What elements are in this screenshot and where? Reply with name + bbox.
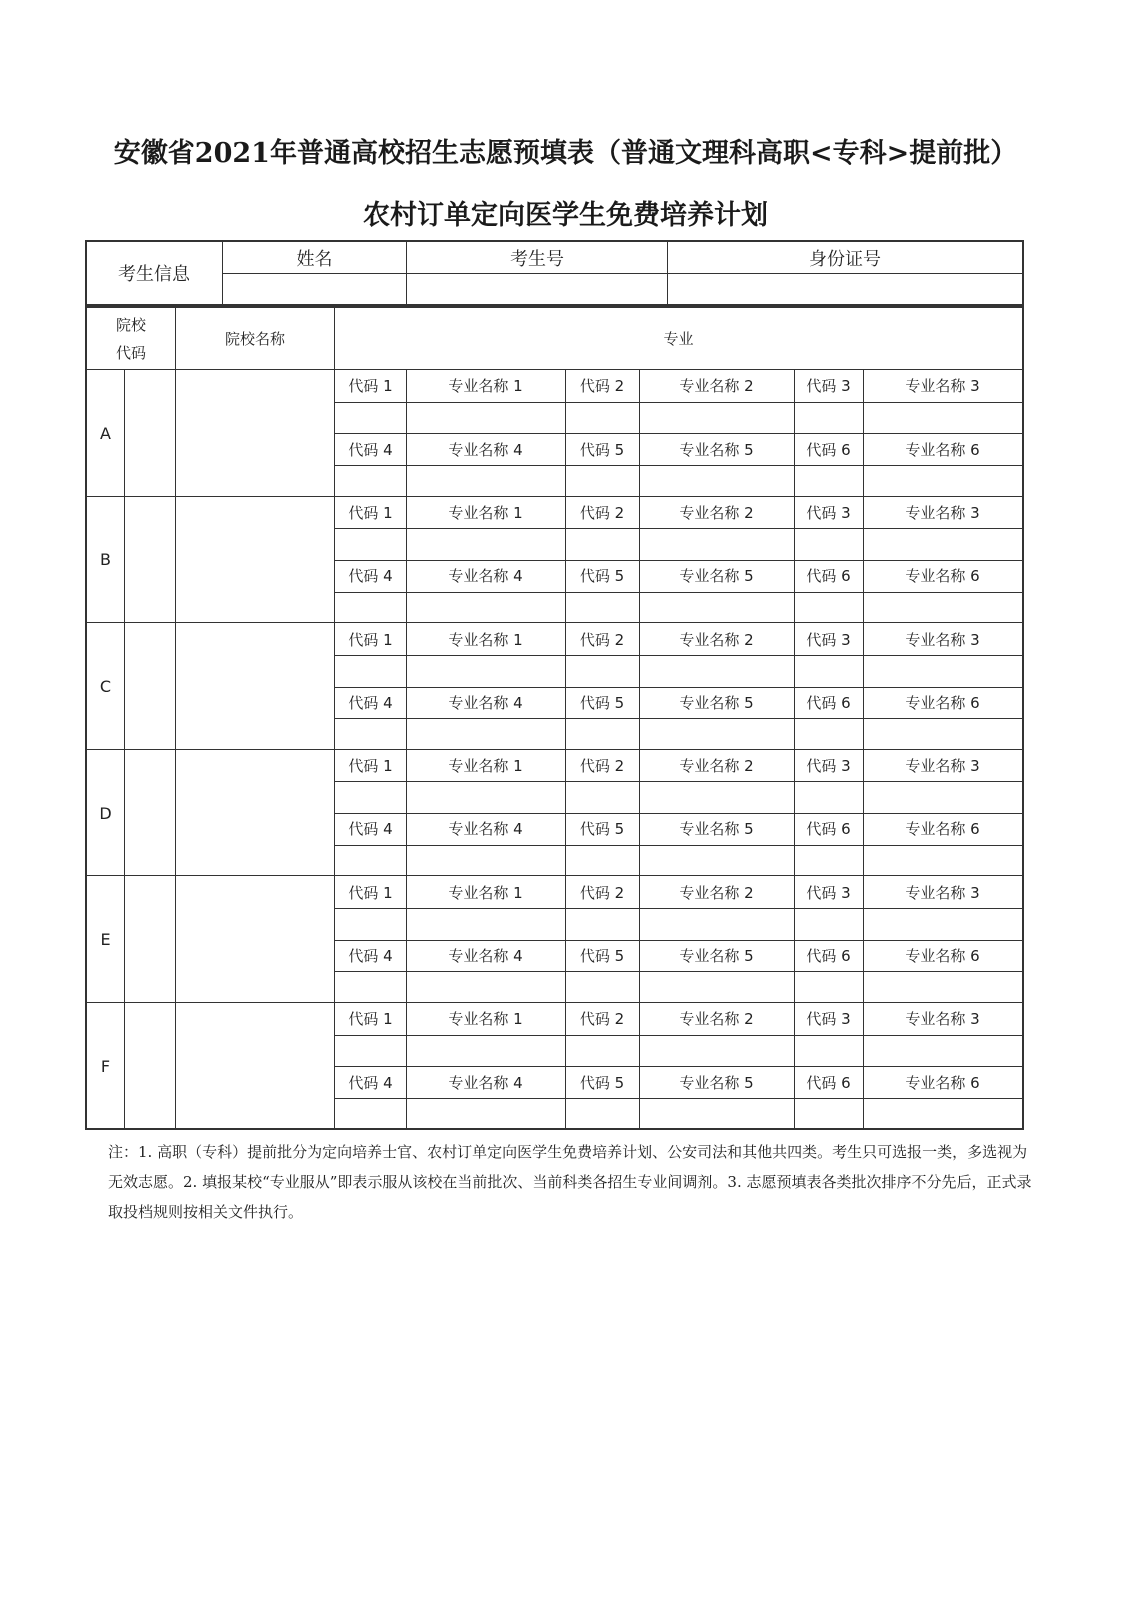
form-title: 安徽省2021年普通高校招生志愿预填表（普通文理科高职<专科>提前批） [113, 138, 1018, 169]
major-code-label: 代码 1 [348, 1010, 393, 1029]
major-name-field[interactable] [863, 1098, 1022, 1130]
major-name-label: 专业名称 4 [448, 1073, 523, 1092]
major-code-label: 代码 1 [348, 503, 393, 522]
major-name-field[interactable] [863, 592, 1022, 624]
major-code-field[interactable] [794, 908, 863, 940]
major-name-field[interactable] [863, 718, 1022, 750]
major-code-field[interactable] [335, 402, 406, 434]
major-name-label: 专业名称 3 [905, 503, 980, 522]
major-name-label: 专业名称 3 [905, 377, 980, 396]
major-name-label: 专业名称 2 [679, 377, 754, 396]
major-code-label: 代码 1 [348, 757, 393, 776]
major-code-field[interactable] [794, 592, 863, 624]
major-name-field[interactable] [863, 1035, 1022, 1067]
major-code-label: 代码 2 [579, 883, 625, 902]
school-name-field[interactable] [176, 1003, 334, 1130]
major-name-field[interactable] [863, 528, 1022, 560]
school-code-field[interactable] [125, 750, 175, 877]
major-code-field[interactable] [565, 655, 639, 687]
major-name-label: 专业名称 4 [448, 693, 523, 712]
major-name-label: 专业名称 3 [905, 630, 980, 649]
major-code-label: 代码 2 [579, 377, 625, 396]
major-name-label: 专业名称 2 [679, 630, 754, 649]
major-name-field[interactable] [863, 781, 1022, 813]
major-name-field[interactable] [639, 465, 794, 497]
major-code-field[interactable] [565, 1035, 639, 1067]
school-code-field[interactable] [125, 623, 175, 750]
major-name-label: 专业名称 3 [905, 757, 980, 776]
major-name-label: 专业名称 5 [679, 440, 754, 459]
major-name-field[interactable] [406, 465, 565, 497]
major-name-label: 专业名称 4 [448, 820, 523, 839]
major-name-field[interactable] [406, 1035, 565, 1067]
major-code-field[interactable] [335, 781, 406, 813]
major-name-field[interactable] [639, 1098, 794, 1130]
group-letter: A [100, 423, 111, 443]
major-code-field[interactable] [565, 1098, 639, 1130]
major-code-label: 代码 4 [348, 440, 393, 459]
name-field[interactable] [223, 274, 406, 304]
school-code-header-line2: 代码 [115, 343, 146, 362]
major-code-label: 代码 6 [806, 947, 851, 965]
major-code-field[interactable] [565, 465, 639, 497]
major-code-field[interactable] [794, 1035, 863, 1067]
major-name-field[interactable] [639, 718, 794, 750]
major-name-field[interactable] [639, 592, 794, 624]
major-name-label: 专业名称 3 [905, 1010, 980, 1029]
school-name-field[interactable] [176, 370, 334, 497]
major-code-label: 代码 3 [806, 377, 851, 396]
major-name-label: 专业名称 5 [679, 820, 754, 839]
school-code-field[interactable] [125, 876, 175, 1003]
id-number-field[interactable] [668, 274, 1022, 304]
major-name-field[interactable] [639, 845, 794, 877]
major-code-field[interactable] [565, 718, 639, 750]
major-name-label: 专业名称 2 [679, 1010, 754, 1029]
major-name-field[interactable] [639, 1035, 794, 1067]
school-code-field[interactable] [125, 370, 175, 497]
school-name-field[interactable] [176, 497, 334, 624]
id-number-header: 身份证号 [809, 248, 881, 270]
major-name-field[interactable] [639, 781, 794, 813]
major-code-field[interactable] [335, 528, 406, 560]
major-name-label: 专业名称 2 [679, 757, 754, 776]
major-code-label: 代码 5 [579, 820, 625, 839]
group-letter: D [99, 803, 112, 823]
major-code-field[interactable] [794, 465, 863, 497]
group-letter: C [99, 676, 112, 696]
major-name-field[interactable] [406, 655, 565, 687]
major-code-label: 代码 1 [348, 377, 393, 396]
major-code-field[interactable] [335, 655, 406, 687]
footnote: 注：1. 高职（专科）提前批分为定向培养士官、农村订单定向医学生免费培养计划、公安司法和其他共四类。考生只可选报一类，多选视为无效志愿。2. 填报某校“专业服从”即表示服从该校在当前批次、当前科类各招生专业间调剂。3. 志愿预填表各类批次排序不分先后，正式录取投档规则按相关文件执行。 [108, 1143, 1032, 1221]
major-name-field[interactable] [863, 845, 1022, 877]
major-name-label: 专业名称 4 [448, 440, 523, 459]
major-name-field[interactable] [863, 971, 1022, 1003]
major-name-field[interactable] [639, 655, 794, 687]
major-name-field[interactable] [406, 592, 565, 624]
major-name-label: 专业名称 1 [448, 883, 523, 902]
major-code-label: 代码 3 [806, 757, 851, 776]
major-name-label: 专业名称 3 [905, 883, 980, 902]
school-code-field[interactable] [125, 497, 175, 624]
school-code-header-line1: 院校 [115, 315, 146, 334]
major-name-label: 专业名称 5 [679, 1073, 754, 1092]
major-code-label: 代码 1 [348, 630, 393, 649]
name-header: 姓名 [296, 248, 333, 270]
school-name-field[interactable] [176, 623, 334, 750]
form-subtitle: 农村订单定向医学生免费培养计划 [363, 200, 768, 231]
major-name-label: 专业名称 1 [448, 757, 523, 776]
school-name-field[interactable] [176, 876, 334, 1003]
major-code-label: 代码 6 [806, 693, 851, 712]
major-code-field[interactable] [794, 845, 863, 877]
major-code-field[interactable] [335, 592, 406, 624]
major-name-label: 专业名称 5 [679, 567, 754, 586]
major-name-label: 专业名称 6 [905, 820, 980, 839]
major-code-field[interactable] [794, 655, 863, 687]
major-name-field[interactable] [863, 402, 1022, 434]
major-name-field[interactable] [406, 718, 565, 750]
major-code-field[interactable] [794, 402, 863, 434]
major-code-field[interactable] [565, 908, 639, 940]
school-code-field[interactable] [125, 1003, 175, 1130]
major-name-field[interactable] [639, 908, 794, 940]
major-code-field[interactable] [335, 1098, 406, 1130]
major-code-label: 代码 2 [579, 503, 625, 522]
major-name-field[interactable] [406, 528, 565, 560]
major-code-field[interactable] [335, 465, 406, 497]
group-letter: B [100, 550, 111, 570]
major-name-label: 专业名称 5 [679, 947, 754, 965]
major-name-field[interactable] [406, 908, 565, 940]
major-name-field[interactable] [406, 781, 565, 813]
major-name-label: 专业名称 2 [679, 883, 754, 902]
major-code-label: 代码 1 [348, 883, 393, 902]
major-name-label: 专业名称 6 [905, 567, 980, 586]
major-code-field[interactable] [565, 528, 639, 560]
major-code-field[interactable] [794, 781, 863, 813]
major-name-label: 专业名称 6 [905, 1073, 980, 1092]
major-code-label: 代码 6 [806, 567, 851, 586]
major-name-field[interactable] [406, 845, 565, 877]
major-name-field[interactable] [639, 971, 794, 1003]
major-name-label: 专业名称 6 [905, 693, 980, 712]
major-code-label: 代码 4 [348, 820, 393, 839]
major-name-label: 专业名称 1 [448, 503, 523, 522]
major-code-field[interactable] [565, 592, 639, 624]
major-name-field[interactable] [863, 908, 1022, 940]
major-name-label: 专业名称 5 [679, 693, 754, 712]
major-code-label: 代码 2 [579, 757, 625, 776]
major-code-label: 代码 3 [806, 630, 851, 649]
major-code-label: 代码 6 [806, 1073, 851, 1092]
group-letter: E [100, 930, 111, 950]
major-code-label: 代码 3 [806, 1010, 851, 1029]
school-name-header: 院校名称 [224, 330, 285, 348]
major-code-label: 代码 4 [348, 567, 393, 586]
major-code-field[interactable] [565, 845, 639, 877]
major-name-label: 专业名称 1 [448, 630, 523, 649]
major-code-field[interactable] [335, 845, 406, 877]
major-code-field[interactable] [794, 971, 863, 1003]
major-code-field[interactable] [794, 718, 863, 750]
major-code-label: 代码 5 [579, 440, 625, 459]
major-code-label: 代码 5 [579, 693, 625, 712]
exam-number-header: 考生号 [510, 248, 564, 270]
major-name-label: 专业名称 4 [448, 947, 523, 965]
major-name-field[interactable] [639, 402, 794, 434]
major-code-field[interactable] [335, 908, 406, 940]
major-code-label: 代码 4 [348, 1073, 393, 1092]
major-code-field[interactable] [565, 781, 639, 813]
major-name-field[interactable] [406, 1098, 565, 1130]
major-name-field[interactable] [863, 465, 1022, 497]
major-name-field[interactable] [406, 971, 565, 1003]
major-name-label: 专业名称 2 [679, 503, 754, 522]
major-code-field[interactable] [794, 528, 863, 560]
major-code-label: 代码 4 [348, 693, 393, 712]
major-header: 专业 [663, 330, 694, 348]
major-code-field[interactable] [335, 1035, 406, 1067]
major-name-label: 专业名称 1 [448, 377, 523, 396]
major-code-field[interactable] [794, 1098, 863, 1130]
major-code-label: 代码 4 [348, 947, 393, 965]
major-name-label: 专业名称 1 [448, 1010, 523, 1029]
school-name-field[interactable] [176, 750, 334, 877]
major-name-label: 专业名称 6 [905, 440, 980, 459]
major-code-label: 代码 3 [806, 883, 851, 902]
major-name-field[interactable] [406, 402, 565, 434]
major-code-label: 代码 2 [579, 1010, 625, 1029]
major-name-field[interactable] [863, 655, 1022, 687]
major-code-label: 代码 3 [806, 503, 851, 522]
major-code-label: 代码 6 [806, 440, 851, 459]
major-code-field[interactable] [565, 971, 639, 1003]
major-code-label: 代码 5 [579, 947, 625, 965]
major-code-field[interactable] [335, 971, 406, 1003]
group-letter: F [100, 1056, 111, 1076]
major-code-field[interactable] [335, 718, 406, 750]
major-code-label: 代码 5 [579, 567, 625, 586]
major-code-label: 代码 2 [579, 630, 625, 649]
major-name-label: 专业名称 4 [448, 567, 523, 586]
major-name-field[interactable] [639, 528, 794, 560]
major-code-label: 代码 5 [579, 1073, 625, 1092]
major-code-label: 代码 6 [806, 820, 851, 839]
major-code-field[interactable] [565, 402, 639, 434]
candidate-info-label: 考生信息 [118, 264, 190, 285]
major-name-label: 专业名称 6 [905, 947, 980, 965]
exam-number-field[interactable] [407, 274, 667, 304]
